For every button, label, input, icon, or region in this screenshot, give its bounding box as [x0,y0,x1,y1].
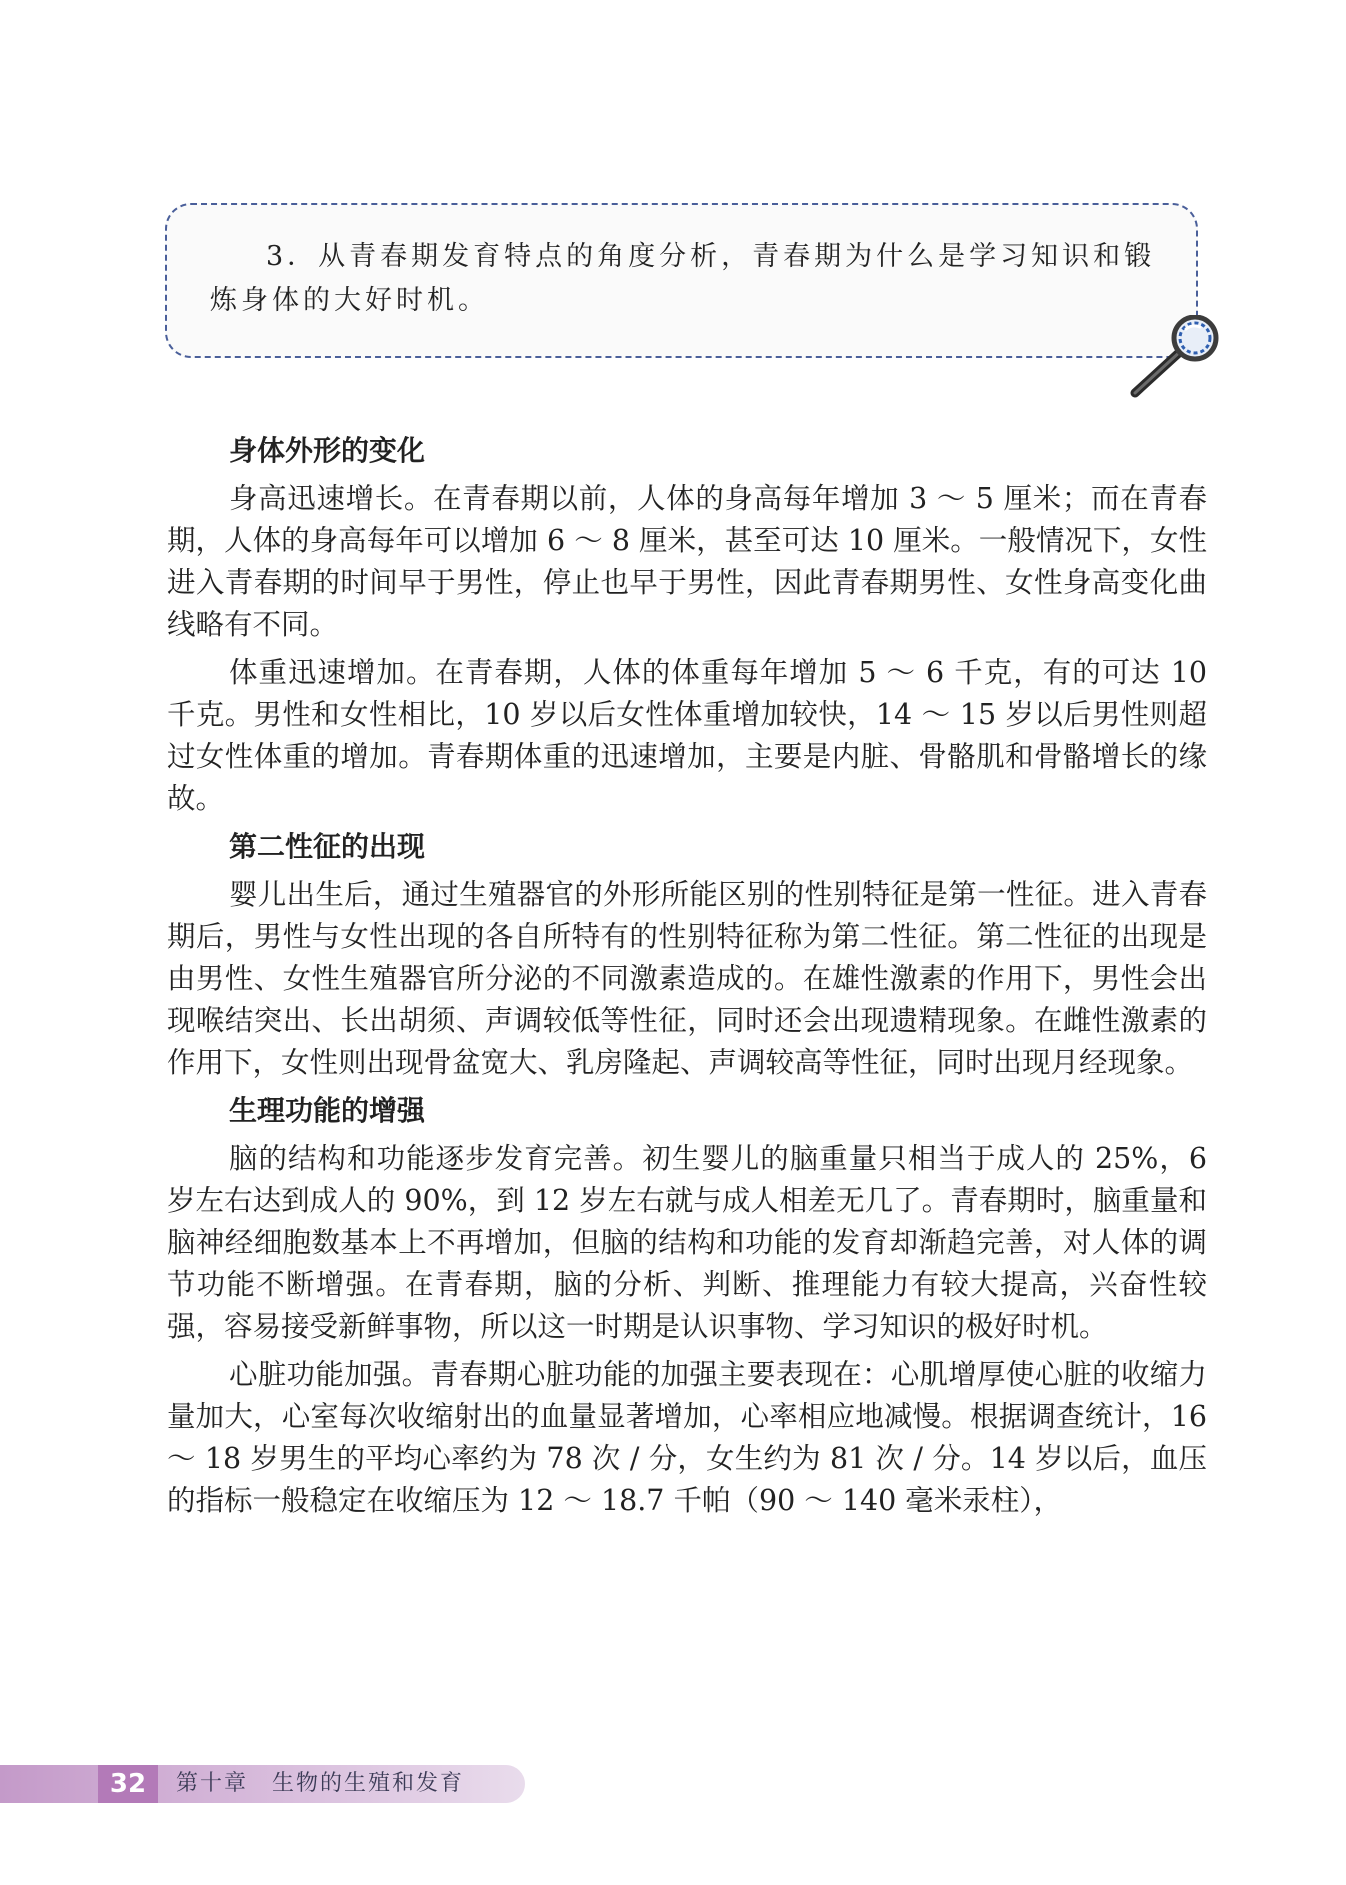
paragraph: 体重迅速增加。在青春期，人体的体重每年增加 5 ～ 6 千克，有的可达 10 千克。男性和女性相比，10 岁以后女性体重增加较快，14 ～ 15 岁以后男性则超过女性体重的增加。青春期体重的迅速增加，主要是内脏、骨骼肌和骨骼增长的缘故。 [167,656,1207,815]
magnifier-icon [1120,315,1230,405]
paragraph: 脑的结构和功能逐步发育完善。初生婴儿的脑重量只相当于成人的 25%，6 岁左右达到成人的 90%，到 12 岁左右就与成人相差无几了。青春期时，脑重量和脑神经细胞数基本上不再增加，但脑的结构和功能的发育却渐趋完善，对人体的调节功能不断增强。在青春期，脑的分析、判断、推理能力有较大提高，兴奋性较强，容易接受新鲜事物，所以这一时期是认识事物、学习知识的极好时机。 [167,1142,1207,1343]
think-box [165,203,1198,358]
main-content [167,430,1207,1522]
page-number: 32 [98,1765,158,1803]
section-heading: 生理功能的增强 [229,1094,426,1127]
paragraph: 婴儿出生后，通过生殖器官的外形所能区别的性别特征是第一性征。进入青春期后，男性与女性出现的各自所特有的性别特征称为第二性征。第二性征的出现是由男性、女性生殖器官所分泌的不同激素造成的。在雄性激素的作用下，男性会出现喉结突出、长出胡须、声调较低等性征，同时还会出现遗精现象。在雌性激素的作用下，女性则出现骨盆宽大、乳房隆起、声调较高等性征，同时出现月经现象。 [167,878,1207,1079]
paragraph: 心脏功能加强。青春期心脏功能的加强主要表现在：心肌增厚使心脏的收缩力量加大，心室每次收缩射出的血量显著增加，心率相应地减慢。根据调查统计，16 ～ 18 岁男生的平均心率约为 78 次 / 分，女生约为 81 次 / 分。14 岁以后，血压的指标一般稳定在收缩压为 12 ～ 18.7 千帕（90 ～ 140 毫米汞柱）， [167,1358,1207,1517]
section-heading: 第二性征的出现 [229,830,426,863]
section-heading: 身体外形的变化 [229,434,426,467]
paragraph: 身高迅速增长。在青春期以前，人体的身高每年增加 3 ～ 5 厘米；而在青春期，人体的身高每年可以增加 6 ～ 8 厘米，甚至可达 10 厘米。一般情况下，女性进入青春期的时间早于男性，停止也早于男性，因此青春期男性、女性身高变化曲线略有不同。 [167,482,1207,641]
think-question: 3．从青春期发育特点的角度分析，青春期为什么是学习知识和锻炼身体的大好时机。 [210,241,1156,316]
chapter-title: 第十章 生物的生殖和发育 [176,1771,465,1796]
